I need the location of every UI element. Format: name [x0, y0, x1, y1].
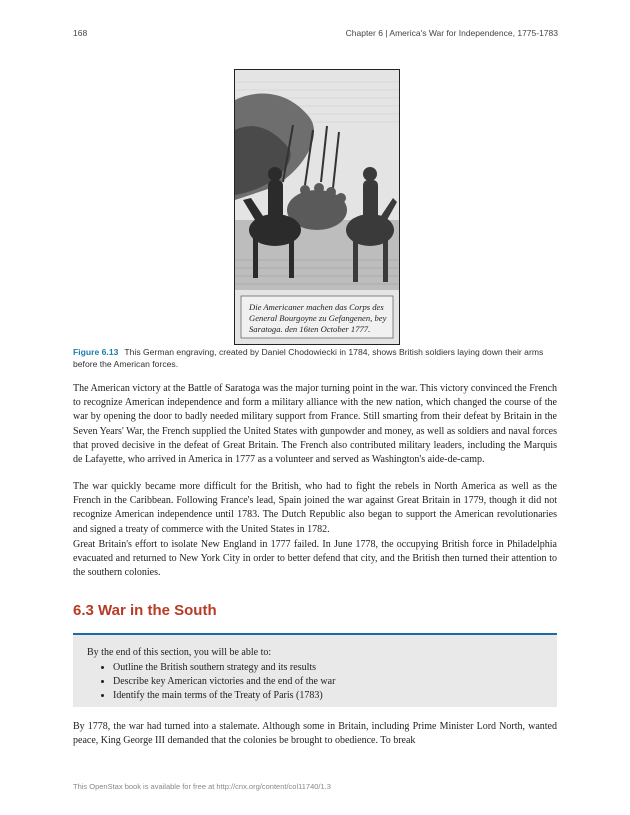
- body-paragraph: By 1778, the war had turned into a stalemate. Although some in Britain, including Prime Minister Lord North, wanted peace, King George III demanded that the colonies be brought to obedience. To break: [73, 721, 557, 747]
- engraving-illustration: [235, 70, 399, 344]
- figure-caption: [73, 346, 557, 370]
- body-paragraph: Great Britain's effort to isolate New England in 1777 failed. In June 1778, the occupying British force in Philadelphia evacuated and returned to New York City in order to better defend that city, and the British then turned their attention to the southern colonies.: [73, 539, 557, 579]
- objectives-intro: By the end of this section, you will be able to:: [87, 647, 272, 658]
- caption-text: This German engraving, created by Daniel Chodowiecki in 1784, shows British soldiers laying down their arms before the American forces.: [73, 347, 544, 369]
- learning-objectives-box: [73, 633, 557, 707]
- objectives-list: [87, 661, 557, 703]
- inscription-line: Die Americaner machen das Corps des: [249, 302, 384, 312]
- objective-item: • Describe key American victories and the end of the war: [113, 675, 557, 689]
- objective-item: • Identify the main terms of the Treaty of Paris (1783): [113, 689, 557, 703]
- section-heading: 6.3 War in the South: [73, 602, 217, 619]
- page-number: 168: [73, 28, 88, 38]
- body-paragraph: The American victory at the Battle of Saratoga was the major turning point in the war. This victory convinced the French to recognize American independence and form a military alliance with the new nation, which changed the course of the war by opening the door to badly needed military support from France. Still smarting from their defeat by Britain in the Seven Years' War, the French supplied the United States with gunpowder and money, as well as soldiers and naval forces that proved decisive in the defeat of Great Britain. The French also contributed military leaders, including the Marquis de Lafayette, who arrived in America in 1777 as a volunteer and served as Washington's aide-de-camp.: [73, 383, 557, 466]
- inscription-line: General Bourgoyne zu Gefangenen, bey: [249, 313, 387, 323]
- body-paragraph: The war quickly became more difficult for the British, who had to fight the rebels in North America as well as the French in the Caribbean. Following France's lead, Spain joined the war against Great Britain in 1779, though it did not recognize American independence until 1783. The Dutch Republic also began to support the American revolutionaries and signed a treaty of commerce with the United States in 1782.: [73, 481, 557, 535]
- engraving-figure: [234, 69, 400, 345]
- caption-label: Figure 6.13: [73, 347, 119, 357]
- running-header: Chapter 6 | America's War for Independence, 1775-1783: [345, 28, 558, 38]
- objective-item: • Outline the British southern strategy and its results: [113, 661, 557, 675]
- inscription-line: Saratoga. den 16ten October 1777.: [249, 324, 371, 334]
- page-footer: This OpenStax book is available for free at http://cnx.org/content/col11740/1.3: [73, 782, 331, 791]
